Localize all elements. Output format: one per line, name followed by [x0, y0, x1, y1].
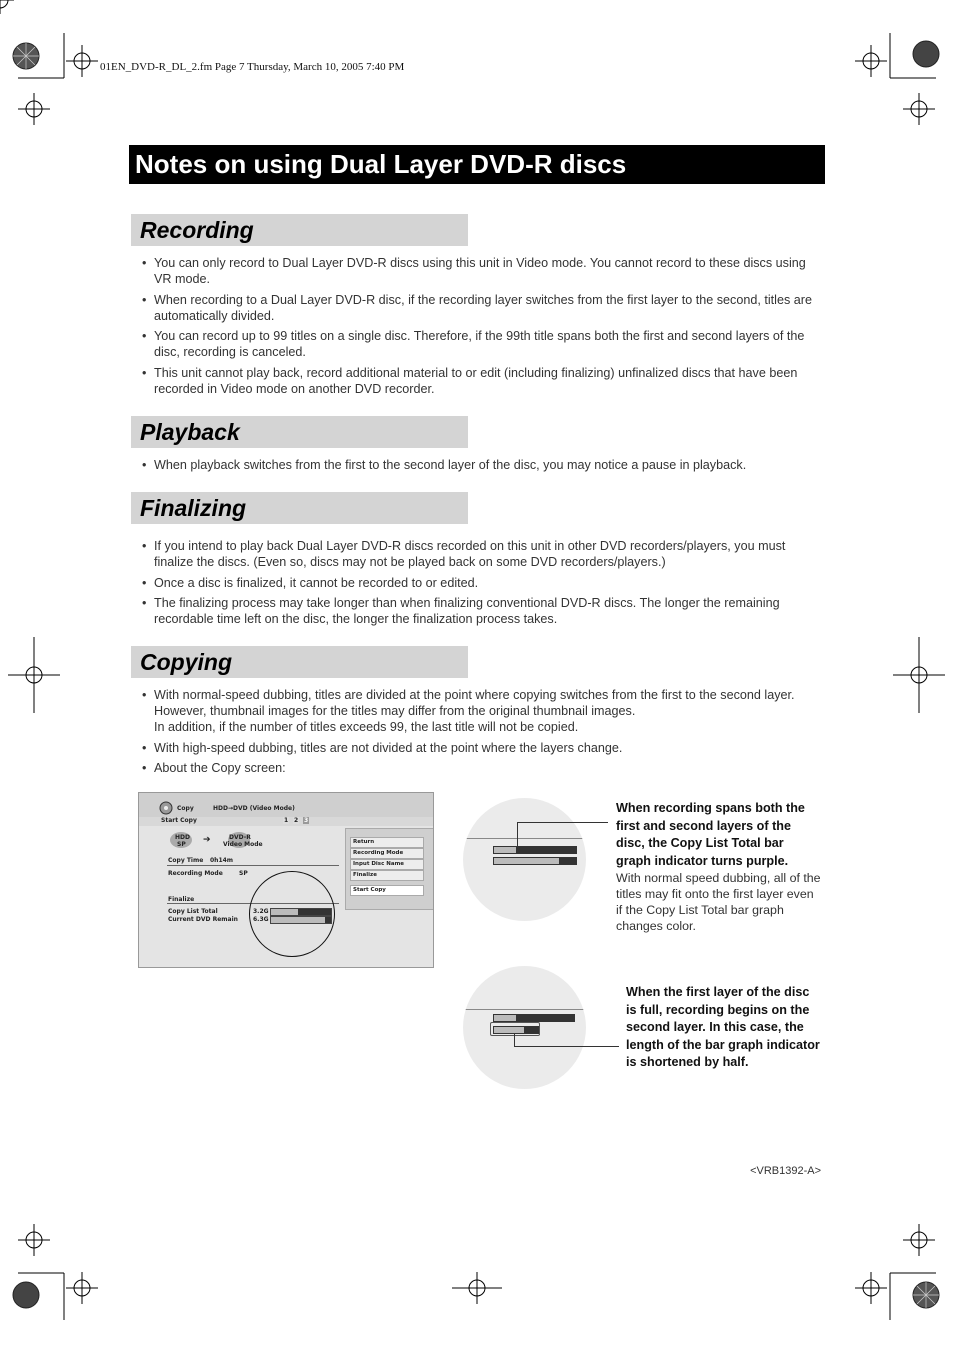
- section-title: Recording: [140, 217, 254, 243]
- dest-mode: Video Mode: [223, 841, 263, 848]
- source-label: HDD: [175, 834, 190, 841]
- list-item: • You can only record to Dual Layer DVD-R discs using this unit in Video mode. You cannot record to these discs using VR mode.: [140, 255, 825, 287]
- start-copy-button[interactable]: Start Copy: [350, 885, 424, 896]
- document-code: <VRB1392-A>: [750, 1165, 821, 1177]
- list-item-text: With normal-speed dubbing, titles are divided at the point where copying switches from the first to the second layer. However, thumbnail images for the titles may differ from the original thumbnail images.: [154, 688, 795, 718]
- section-finalizing-header: [131, 492, 468, 524]
- copying-bullet-list: [140, 687, 825, 781]
- page-title-bar: [129, 145, 825, 184]
- recording-mode-value: SP: [239, 870, 248, 877]
- list-item: • This unit cannot play back, record additional material to or edit (including finalizing) unfinalized discs that have been recorded in Video mode on another DVD recorder.: [140, 365, 825, 397]
- menu-item-input-disc-name[interactable]: Input Disc Name: [350, 859, 424, 870]
- bar-second-top: [493, 1014, 575, 1022]
- list-item-extra: In addition, if the number of titles exceeds 99, the last title will not be copied.: [154, 720, 579, 734]
- copy-screen-illustration: [138, 792, 434, 968]
- callout-first-bold: When recording spans both the first and second layers of the disc, the Copy List Total bar graph indicator turns purple.: [616, 801, 805, 868]
- finalize-label: Finalize: [168, 896, 195, 903]
- callout-first-layer-span: [616, 800, 821, 934]
- list-item: • About the Copy screen:: [140, 760, 825, 776]
- page-title: Notes on using Dual Layer DVD-R discs: [135, 149, 627, 179]
- step-3: 3: [304, 817, 309, 824]
- section-playback-header: [131, 416, 468, 448]
- list-item: • If you intend to play back Dual Layer DVD-R discs recorded on this unit in other DVD recorders/players, you must finalize the discs. (Even so, discs may not be played back on some DVD recorders/players.): [140, 538, 825, 570]
- list-item: • When playback switches from the first to the second layer of the disc, you may notice a pause in playback.: [140, 457, 825, 473]
- zoom-detail-second: [463, 966, 586, 1089]
- dest-label: DVD-R: [229, 834, 251, 841]
- bar-first-bottom: [493, 857, 577, 865]
- copy-screen-mode: HDD→DVD (Video Mode): [213, 805, 295, 812]
- file-info-header: 01EN_DVD-R_DL_2.fm Page 7 Thursday, March 10, 2005 7:40 PM: [100, 61, 405, 73]
- section-copying-header: [131, 646, 468, 678]
- arrow-right-icon: ➔: [203, 835, 211, 845]
- finalizing-bullet-list: [140, 538, 825, 632]
- copy-screen-title: Copy: [177, 805, 194, 812]
- section-title: Copying: [140, 649, 232, 675]
- recording-mode-label: Recording Mode: [168, 870, 223, 877]
- recording-bullet-list: [140, 255, 825, 401]
- playback-bullet-list: [140, 457, 825, 478]
- callout-second-layer: [626, 984, 821, 1072]
- copy-list-total-value: 3.2G: [253, 908, 269, 915]
- section-title: Playback: [140, 419, 240, 445]
- bar-first-top: [493, 846, 577, 854]
- list-item: [140, 687, 825, 735]
- copy-time-label: Copy Time: [168, 857, 204, 864]
- step-2: 2: [294, 817, 299, 824]
- zoom-detail-first: [463, 798, 586, 921]
- source-mode: SP: [177, 841, 186, 848]
- list-item: • The finalizing process may take longer than when finalizing conventional DVD-R discs. The longer the remaining recordable time left on the disc, the longer the finalization process takes.: [140, 595, 825, 627]
- current-dvd-remain-label: Current DVD Remain: [168, 916, 238, 923]
- step-1: 1: [284, 817, 289, 824]
- current-dvd-remain-value: 6.3G: [253, 916, 269, 923]
- menu-item-recording-mode[interactable]: Recording Mode: [350, 848, 424, 859]
- copy-menu: [345, 828, 434, 910]
- section-title: Finalizing: [140, 495, 247, 521]
- section-recording-header: [131, 214, 468, 246]
- menu-item-finalize[interactable]: Finalize: [350, 870, 424, 881]
- copy-screen-start-label: Start Copy: [161, 817, 197, 824]
- list-item: • When recording to a Dual Layer DVD-R disc, if the recording layer switches from the first layer to the second, titles are automatically divided.: [140, 292, 825, 324]
- list-item: • Once a disc is finalized, it cannot be recorded to or edited.: [140, 575, 825, 591]
- copy-disc-icon: [159, 801, 173, 815]
- zoom-highlight-circle: [249, 871, 335, 957]
- copy-list-total-label: Copy List Total: [168, 908, 218, 915]
- menu-item-return[interactable]: Return: [350, 837, 424, 848]
- callout-second-bold: When the first layer of the disc is full, recording begins on the second layer. In this case, the length of the bar graph indicator is shortened by half.: [626, 985, 820, 1069]
- copy-time-value: 0h14m: [210, 857, 234, 864]
- list-item: • With high-speed dubbing, titles are not divided at the point where the layers change.: [140, 740, 825, 756]
- callout-first-note: With normal speed dubbing, all of the titles may fit onto the first layer even if the Copy List Total bar graph changes color.: [616, 871, 821, 933]
- list-item: • You can record up to 99 titles on a single disc. Therefore, if the 99th title spans both the first and second layers of the disc, recording is canceled.: [140, 328, 825, 360]
